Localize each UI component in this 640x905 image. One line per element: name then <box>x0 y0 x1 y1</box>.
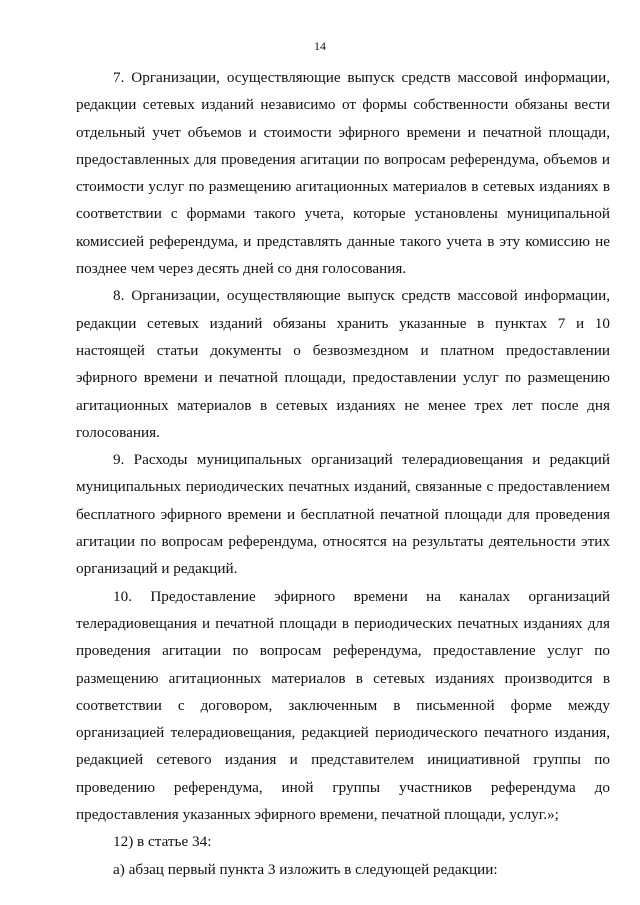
paragraph-10: 10. Предоставление эфирного времени на каналах организаций телерадиовещания и печатной площади в периодических печатных изданиях для проведения агитации по вопросам референдума, предоставление услуг по размещению агитационных материалов в сетевых изданиях производится в соответствии с договором, заключенным в письменной форме между организацией телерадиовещания, редакцией периодического печатного издания, редакцией сетевого издания и представителем инициативной группы по проведению референдума, иной группы участников референдума до предоставления указанных эфирного времени, печатной площади, услуг.»; <box>76 587 610 824</box>
item-12-heading: 12) в статье 34: <box>113 833 212 851</box>
page-number: 14 <box>314 39 326 53</box>
document-body <box>76 64 610 883</box>
item-12-a: а) абзац первый пункта 3 изложить в следующей редакции: <box>113 860 498 878</box>
paragraph-7: 7. Организации, осуществляющие выпуск средств массовой информации, редакции сетевых изданий независимо от формы собственности обязаны вести отдельный учет объемов и стоимости эфирного времени и печатной площади, предоставленных для проведения агитации по вопросам референдума, объемов и стоимости услуг по размещению агитационных материалов в сетевых изданиях в соответствии с формами такого учета, которые установлены муниципальной комиссией референдума, и представлять данные такого учета в эту комиссию не позднее чем через десять дней со дня голосования. <box>76 69 610 278</box>
paragraph-9: 9. Расходы муниципальных организаций телерадиовещания и редакций муниципальных периодических печатных изданий, связанные с предоставлением бесплатного эфирного времени и бесплатной печатной площади для проведения агитации по вопросам референдума, относятся на результаты деятельности этих организаций и редакций. <box>76 451 610 578</box>
paragraph-8: 8. Организации, осуществляющие выпуск средств массовой информации, редакции сетевых изданий обязаны хранить указанные в пунктах 7 и 10 настоящей статьи документы о безвозмездном и платном предоставлении эфирного времени и печатной площади, предоставлении услуг по размещению агитационных материалов в сетевых изданиях не менее трех лет после дня голосования. <box>76 287 610 441</box>
